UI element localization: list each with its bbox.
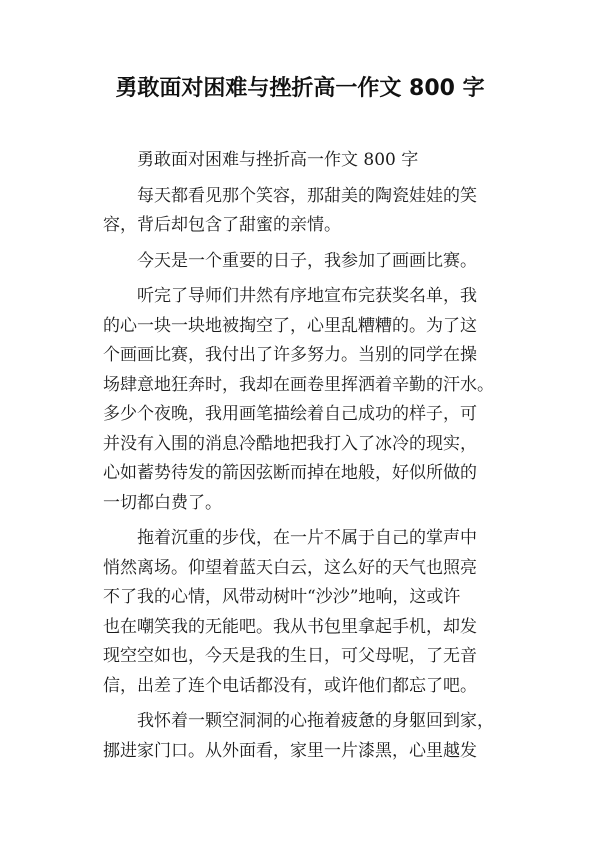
paragraph-line: 听完了导师们井然有序地宣布完获奖名单，我 bbox=[137, 286, 477, 306]
paragraph-line: 不了我的心情，风带动树叶“沙沙”地响，这或许 bbox=[103, 587, 461, 607]
document-title: 勇敢面对困难与挫折高一作文 800 字 bbox=[115, 76, 485, 101]
paragraph-line: 心如蓄势待发的箭因弦断而掉在地般，好似所做的 bbox=[103, 463, 477, 483]
paragraph-line: 我怀着一颗空洞洞的心拖着疲惫的身躯回到家， bbox=[137, 711, 494, 731]
paragraph-line: 容，背后却包含了甜蜜的亲情。 bbox=[103, 215, 341, 235]
paragraph-line: 信，出差了连个电话都没有，或许他们都忘了吧。 bbox=[103, 675, 477, 696]
paragraph-line: 每天都看见那个笑容，那甜美的陶瓷娃娃的笑 bbox=[137, 185, 477, 206]
paragraph-line: 也在嘲笑我的无能吧。我从书包里拿起手机，却发 bbox=[103, 616, 477, 637]
paragraph-line: 场肆意地狂奔时，我却在画卷里挥洒着辛勤的汗水。 bbox=[103, 374, 494, 395]
paragraph-line: 个画画比赛，我付出了许多努力。当别的同学在操 bbox=[103, 345, 477, 365]
paragraph-line: 勇敢面对困难与挫折高一作文 800 字 bbox=[137, 150, 419, 170]
paragraph-line: 一切都白费了。 bbox=[103, 492, 222, 513]
paragraph-line: 并没有入围的消息冷酷地把我打入了冰冷的现实， bbox=[103, 433, 477, 454]
paragraph-line: 多少个夜晚，我用画笔描绘着自己成功的样子，可 bbox=[103, 404, 477, 424]
paragraph-line: 的心一块一块地被掏空了，心里乱糟糟的。为了这 bbox=[103, 315, 477, 336]
paragraph-line: 拖着沉重的步伐，在一片不属于自己的掌声中 bbox=[137, 528, 477, 548]
document-body bbox=[103, 146, 495, 766]
paragraph-line: 现空空如也，今天是我的生日，可父母呢，了无音 bbox=[103, 646, 477, 666]
paragraph-line: 悄然离场。仰望着蓝天白云，这么好的天气也照亮 bbox=[103, 557, 477, 578]
paragraph-line: 挪进家门口。从外面看，家里一片漆黑，心里越发 bbox=[103, 740, 477, 761]
paragraph-line: 今天是一个重要的日子，我参加了画画比赛。 bbox=[137, 250, 477, 271]
